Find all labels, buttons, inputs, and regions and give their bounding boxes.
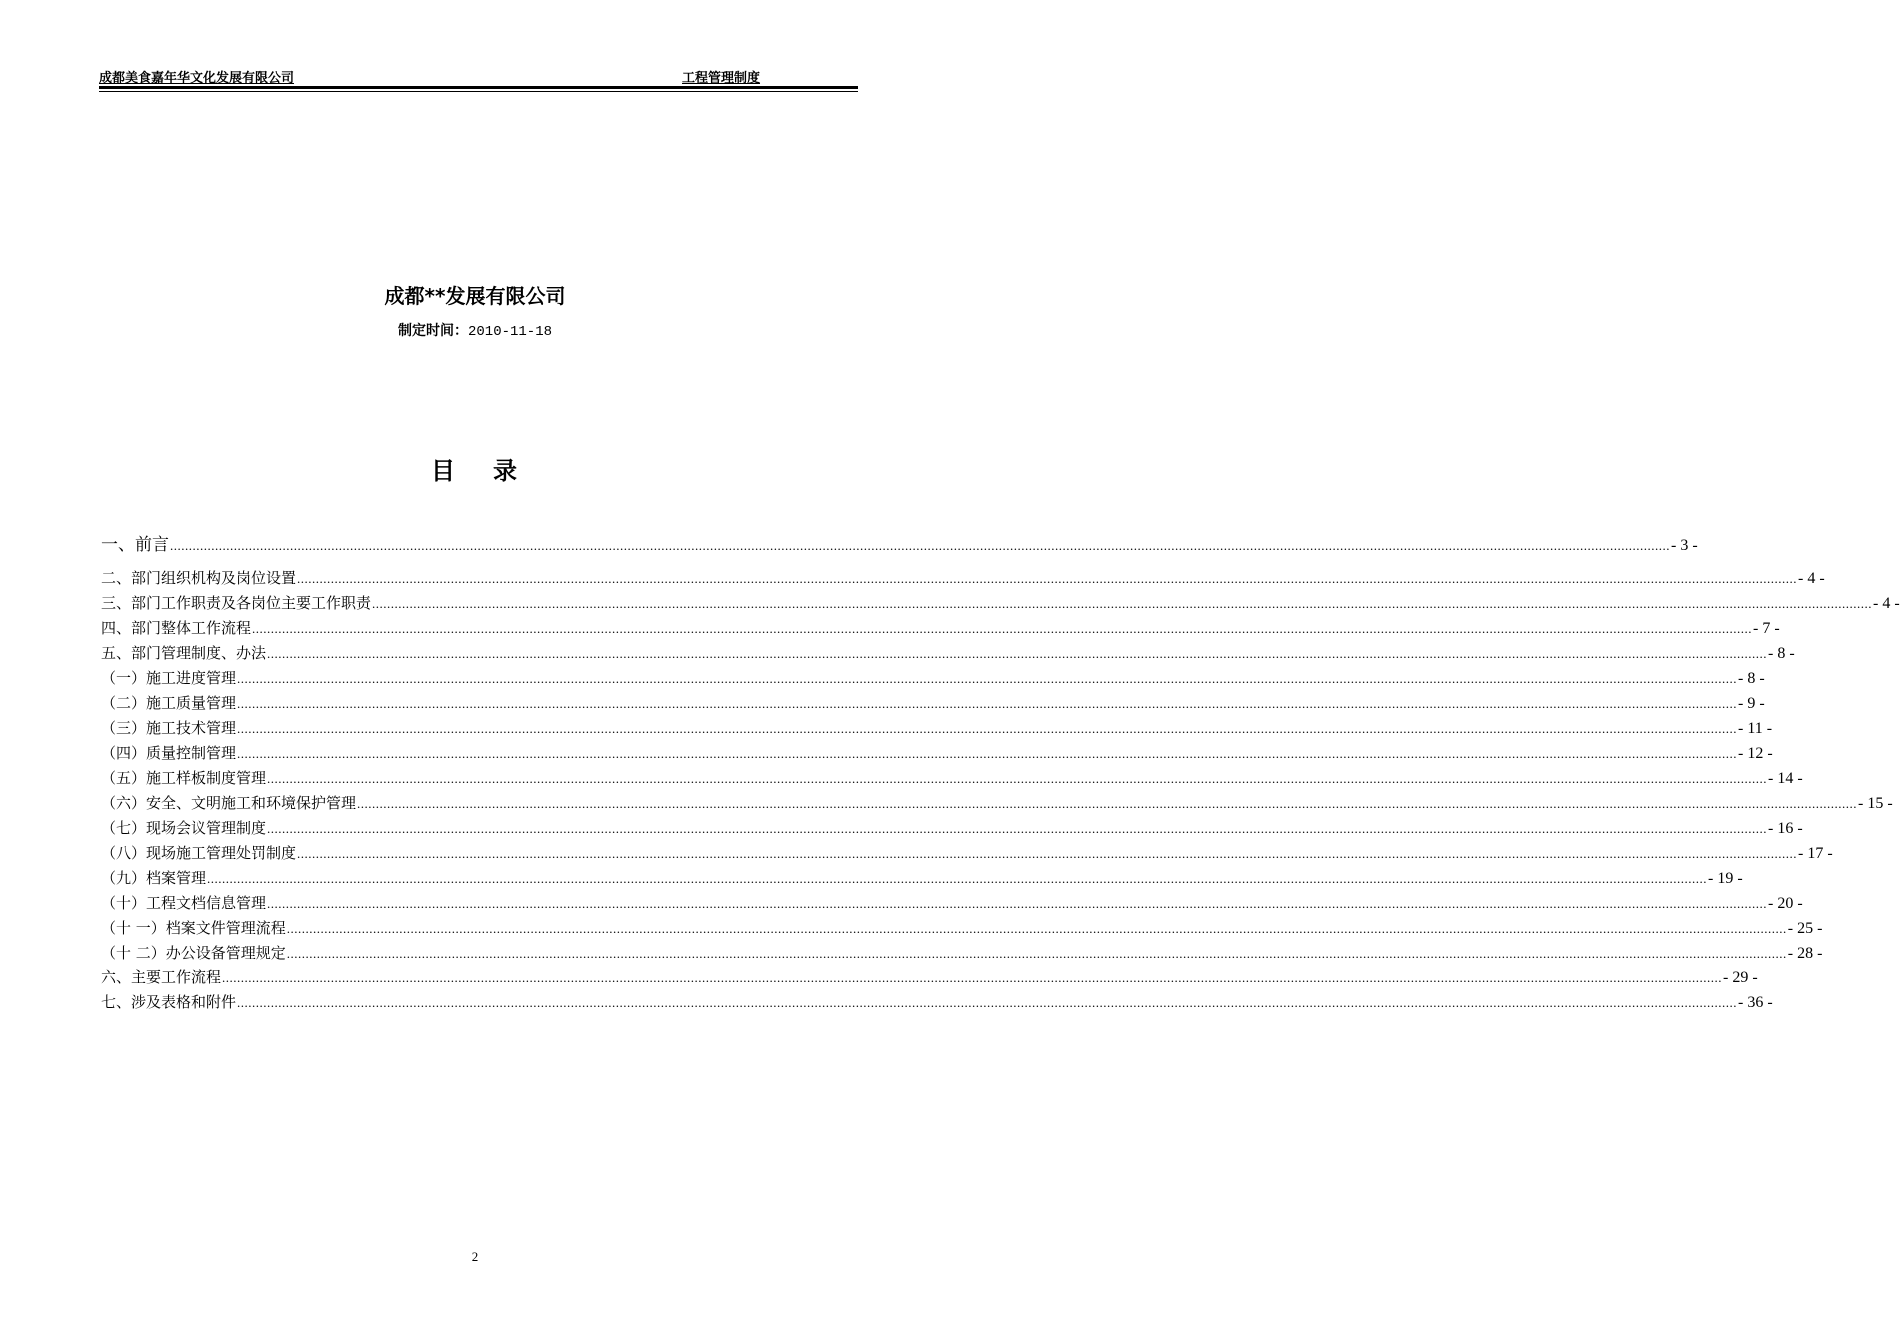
toc-leader-dots: ................................................................................................................................................................................................................................................................................................................................................................................................................	[237, 995, 1738, 1010]
toc-leader-dots: ................................................................................................................................................................................................................................................................................................................................................................................................................	[357, 796, 1858, 811]
toc-item-page: - 12 -	[1738, 745, 1773, 762]
toc-item[interactable]	[101, 692, 1765, 716]
toc-item-title: 三、部门工作职责及各岗位主要工作职责	[101, 594, 372, 612]
toc-item[interactable]	[101, 792, 1893, 816]
toc-item[interactable]	[101, 867, 1743, 891]
toc-leader-dots: ................................................................................................................................................................................................................................................................................................................................................................................................................	[267, 821, 1768, 836]
toc-item[interactable]	[101, 642, 1795, 666]
toc-item-page: - 15 -	[1858, 795, 1893, 812]
toc-item-title: （十 二）办公设备管理规定	[101, 944, 286, 962]
toc-item-title: 六、主要工作流程	[101, 968, 222, 986]
toc-item-page: - 8 -	[1768, 645, 1795, 662]
toc-item-title: 二、部门组织机构及岗位设置	[101, 569, 297, 587]
toc-item-page: - 29 -	[1723, 969, 1758, 986]
toc-leader-dots: ................................................................................................................................................................................................................................................................................................................................................................................................................	[237, 671, 1738, 686]
toc-item[interactable]	[101, 842, 1833, 866]
toc-item[interactable]	[101, 817, 1803, 841]
toc-leader-dots: ................................................................................................................................................................................................................................................................................................................................................................................................................	[286, 946, 1787, 961]
toc-leader-dots: ................................................................................................................................................................................................................................................................................................................................................................................................................	[372, 596, 1873, 611]
toc-item-page: - 7 -	[1753, 620, 1780, 637]
toc-leader-dots: ................................................................................................................................................................................................................................................................................................................................................................................................................	[237, 721, 1738, 736]
toc-item-page: - 11 -	[1738, 720, 1773, 737]
toc-heading-right: 录	[493, 457, 519, 485]
toc-item[interactable]	[101, 942, 1823, 966]
toc-leader-dots: ................................................................................................................................................................................................................................................................................................................................................................................................................	[297, 846, 1798, 861]
toc-item-title: （九）档案管理	[101, 869, 207, 887]
cover-date-line	[0, 320, 950, 340]
page-number: 2	[471, 1249, 479, 1264]
toc-item[interactable]	[101, 917, 1823, 941]
toc-item-title: （三）施工技术管理	[101, 719, 237, 737]
toc-item[interactable]	[101, 742, 1773, 766]
toc-item[interactable]	[101, 767, 1803, 791]
cover-company-title: 成都**发展有限公司	[384, 284, 566, 308]
toc-leader-dots: ................................................................................................................................................................................................................................................................................................................................................................................................................	[267, 896, 1768, 911]
toc-item-page: - 14 -	[1768, 770, 1803, 787]
toc-item-title: （十 一）档案文件管理流程	[101, 919, 286, 937]
toc-item-page: - 20 -	[1768, 895, 1803, 912]
toc-item-title: （七）现场会议管理制度	[101, 819, 267, 837]
toc-item[interactable]	[101, 617, 1780, 641]
toc-item[interactable]	[101, 717, 1773, 741]
toc-heading-left: 目	[431, 457, 457, 485]
toc-leader-dots: ................................................................................................................................................................................................................................................................................................................................................................................................................	[207, 871, 1708, 886]
toc-item-page: - 19 -	[1708, 870, 1743, 887]
toc-leader-dots: ................................................................................................................................................................................................................................................................................................................................................................................................................	[252, 621, 1753, 636]
header-company: 成都美食嘉年华文化发展有限公司	[99, 71, 295, 86]
toc-leader-dots: ................................................................................................................................................................................................................................................................................................................................................................................................................	[237, 696, 1738, 711]
toc-item-title: 七、涉及表格和附件	[101, 993, 237, 1011]
toc-item[interactable]	[101, 991, 1773, 1015]
toc-item-page: - 16 -	[1768, 820, 1803, 837]
toc-leader-dots: ................................................................................................................................................................................................................................................................................................................................................................................................................	[170, 538, 1670, 553]
header-rule-thin	[99, 91, 858, 92]
toc-leader-dots: ................................................................................................................................................................................................................................................................................................................................................................................................................	[286, 921, 1787, 936]
toc-heading	[0, 451, 950, 486]
toc-item-page: - 9 -	[1738, 695, 1765, 712]
toc-item-title: （五）施工样板制度管理	[101, 769, 267, 787]
toc-item-title: 四、部门整体工作流程	[101, 619, 252, 637]
toc-leader-dots: ................................................................................................................................................................................................................................................................................................................................................................................................................	[267, 646, 1768, 661]
toc-leader-dots: ................................................................................................................................................................................................................................................................................................................................................................................................................	[237, 746, 1738, 761]
toc-leader-dots: ................................................................................................................................................................................................................................................................................................................................................................................................................	[297, 571, 1798, 586]
header-rule-thick	[99, 86, 858, 89]
toc-item-title: 五、部门管理制度、办法	[101, 644, 267, 662]
toc-item-title: （八）现场施工管理处罚制度	[101, 844, 297, 862]
toc-item-page: - 4 -	[1873, 595, 1900, 612]
toc-item-page: - 28 -	[1787, 945, 1823, 962]
toc-leader-dots: ................................................................................................................................................................................................................................................................................................................................................................................................................	[222, 970, 1723, 985]
date-label: 制定时间：	[397, 323, 468, 339]
date-value: 2010-11-18	[467, 324, 552, 340]
toc-item[interactable]	[101, 667, 1765, 691]
toc-item-page: - 17 -	[1798, 845, 1833, 862]
toc-item-page: - 3 -	[1671, 537, 1698, 554]
toc-item-title: （四）质量控制管理	[101, 744, 237, 762]
toc-item-title: （二）施工质量管理	[101, 694, 237, 712]
toc-item-page: - 4 -	[1798, 570, 1825, 587]
toc-item[interactable]	[101, 592, 1900, 616]
toc-item[interactable]	[101, 567, 1825, 591]
toc-item-page: - 36 -	[1738, 994, 1773, 1011]
toc-item-title: 一、前言	[101, 535, 169, 555]
toc-leader-dots: ................................................................................................................................................................................................................................................................................................................................................................................................................	[267, 771, 1768, 786]
toc-item-page: - 8 -	[1738, 670, 1765, 687]
toc-item-title: （一）施工进度管理	[101, 669, 237, 687]
toc-item-page: - 25 -	[1787, 920, 1823, 937]
toc-item-title: （六）安全、文明施工和环境保护管理	[101, 794, 357, 812]
toc-item[interactable]	[101, 892, 1803, 916]
toc-item[interactable]	[101, 530, 1698, 555]
toc-item[interactable]	[101, 966, 1758, 990]
header-doc-title: 工程管理制度	[682, 71, 761, 86]
toc-item-title: （十）工程文档信息管理	[101, 894, 267, 912]
